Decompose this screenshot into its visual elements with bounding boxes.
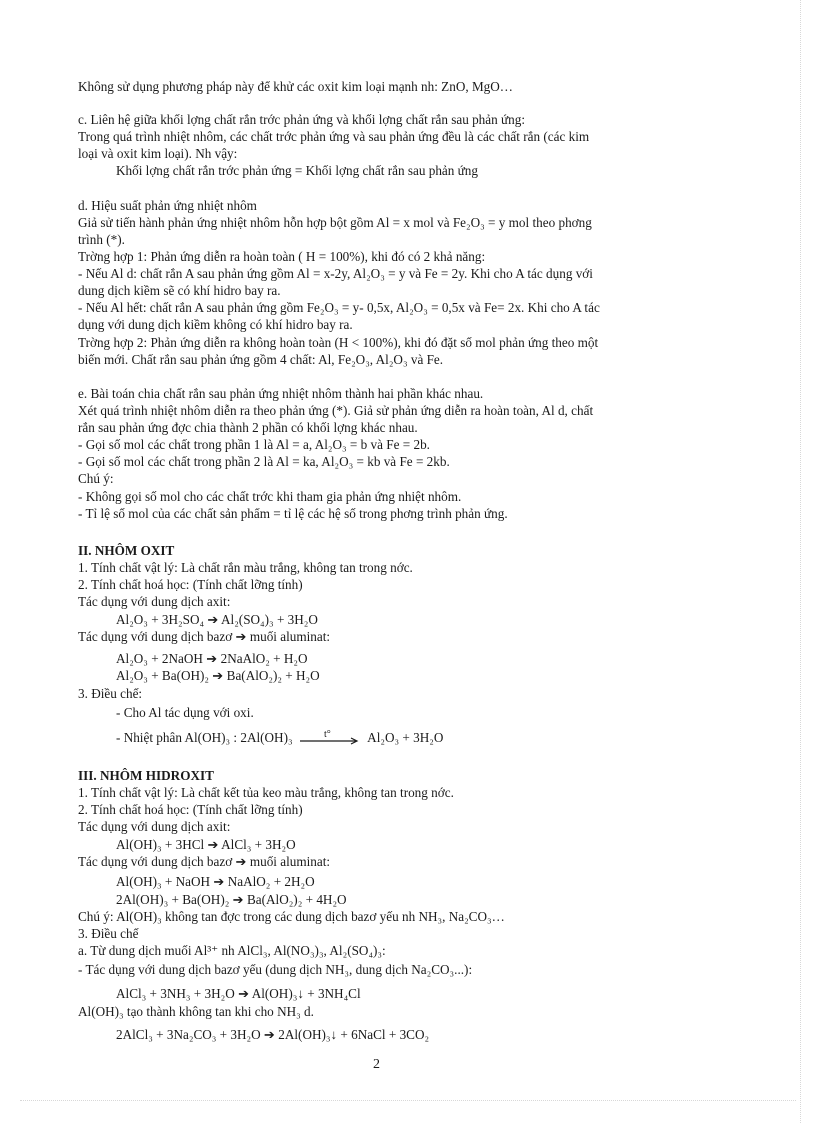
- equation-line: Al(OH)₃ + 3HCl ➔ AlCl₃ + 3H₂O: [116, 837, 296, 852]
- text-line: - Không gọi số mol cho các chất trớc khi tham gia phản ứng nhiệt nhôm.: [78, 489, 462, 504]
- page-border-right: [800, 0, 801, 1123]
- equation-line: 2Al(OH)₃ + Ba(OH)₂ ➔ Ba(AlO₂)₂ + 4H₂O: [116, 892, 347, 907]
- text-line: Tác dụng với dung dịch axit:: [78, 594, 231, 609]
- text-line: - Tác dụng với dung dịch bazơ yếu (dung dịch NH₃, dung dịch Na₂CO₃...):: [78, 962, 473, 977]
- formula-line: Khối lợng chất rắn trớc phản ứng = Khối lợng chất rắn sau phản ứng: [116, 163, 478, 178]
- text-line: a. Từ dung dịch muối Al³⁺ nh AlCl₃, Al(NO₃)₃, Al₂(SO₄)₃:: [78, 943, 386, 958]
- section-heading: d. Hiệu suất phản ứng nhiệt nhôm: [78, 198, 257, 213]
- page-border-bottom: [20, 1100, 796, 1101]
- section-heading: e. Bài toán chia chất rắn sau phản ứng nhiệt nhôm thành hai phần khác nhau.: [78, 386, 484, 401]
- text-line: dung dịch kiềm sẽ có khí hidro bay ra.: [78, 283, 281, 298]
- text-line: Giả sử tiến hành phản ứng nhiệt nhôm hỗn hợp bột gồm Al = x mol và Fe₂O₃ = y mol theo phơng: [78, 215, 592, 230]
- text-line: dụng với dung dịch kiềm không có khí hidro bay ra.: [78, 317, 353, 332]
- text-line: 3. Điều chế:: [78, 686, 143, 701]
- text-line: Không sử dụng phương pháp này để khử các oxit kim loại mạnh nh: ZnO, MgO…: [78, 79, 513, 94]
- text-line: Trờng hợp 1: Phản ứng diễn ra hoàn toàn ( H = 100%), khi đó có 2 khả năng:: [78, 249, 486, 264]
- text-line: - Nếu Al d: chất rắn A sau phản ứng gồm Al = x-2y, Al₂O₃ = y và Fe = 2y. Khi cho A tác dụng với: [78, 266, 593, 281]
- text-line: Trờng hợp 2: Phản ứng diễn ra không hoàn toàn (H < 100%), khi đó đặt số mol phản ứng theo một: [78, 335, 599, 350]
- reaction-left: - Nhiệt phân Al(OH)₃ : 2Al(OH)₃: [116, 730, 293, 746]
- reaction-right: Al₂O₃ + 3H₂O: [367, 730, 444, 746]
- text-line: Trong quá trình nhiệt nhôm, các chất trớc phản ứng và sau phản ứng đều là các chất rắn (các kim: [78, 129, 590, 144]
- equation-line: AlCl₃ + 3NH₃ + 3H₂O ➔ Al(OH)₃↓ + 3NH₄Cl: [116, 986, 361, 1001]
- text-line: Chú ý: Al(OH)₃ không tan đợc trong các dung dịch bazơ yếu nh NH₃, Na₂CO₃…: [78, 909, 505, 924]
- chapter-heading: II. NHÔM OXIT: [78, 543, 175, 558]
- text-line: 3. Điều chế: [78, 926, 139, 941]
- text-line: Al(OH)₃ tạo thành không tan khi cho NH₃ d.: [78, 1004, 314, 1019]
- heat-label: t°: [323, 729, 331, 740]
- equation-line: Al(OH)₃ + NaOH ➔ NaAlO₂ + 2H₂O: [116, 874, 315, 889]
- section-heading: c. Liên hệ giữa khối lợng chất rắn trớc phản ứng và khối lợng chất rắn sau phản ứng:: [78, 112, 526, 127]
- chapter-heading: III. NHÔM HIDROXIT: [78, 768, 214, 783]
- text-line: trình (*).: [78, 232, 125, 247]
- equation-line: Al₂O₃ + 3H₂SO₄ ➔ Al₂(SO₄)₃ + 3H₂O: [116, 612, 318, 627]
- text-line: - Tỉ lệ số mol của các chất sản phẩm = tỉ lệ các hệ số trong phơng trình phản ứng.: [78, 506, 508, 521]
- text-line: Tác dụng với dung dịch bazơ ➔ muối aluminat:: [78, 629, 331, 644]
- equation-line: 2AlCl₃ + 3Na₂CO₃ + 3H₂O ➔ 2Al(OH)₃↓ + 6NaCl + 3CO₂: [116, 1027, 430, 1042]
- text-line: Tác dụng với dung dịch axit:: [78, 819, 231, 834]
- text-line: 2. Tính chất hoá học: (Tính chất lỡng tính): [78, 577, 303, 592]
- text-line: Tác dụng với dung dịch bazơ ➔ muối aluminat:: [78, 854, 331, 869]
- text-line: - Nếu Al hết: chất rắn A sau phản ứng gồm Fe₂O₃ = y- 0,5x, Al₂O₃ = 0,5x và Fe= 2x. Khi cho A tác: [78, 300, 600, 315]
- page-number: 2: [373, 1057, 380, 1072]
- text-line: - Cho Al tác dụng với oxi.: [116, 705, 254, 720]
- text-line: 1. Tính chất vật lý: Là chất kết tủa keo màu trắng, không tan trong nớc.: [78, 785, 454, 800]
- equation-line: [116, 728, 443, 746]
- text-line: Chú ý:: [78, 471, 114, 486]
- equation-line: Al₂O₃ + 2NaOH ➔ 2NaAlO₂ + H₂O: [116, 651, 308, 666]
- text-line: 1. Tính chất vật lý: Là chất rắn màu trắng, không tan trong nớc.: [78, 560, 413, 575]
- text-line: 2. Tính chất hoá học: (Tính chất lỡng tính): [78, 802, 303, 817]
- text-line: biến mới. Chất rắn sau phản ứng gồm 4 chất: Al, Fe₂O₃, Al₂O₃ và Fe.: [78, 352, 444, 367]
- text-line: rắn sau phản ứng đợc chia thành 2 phần có khối lợng khác nhau.: [78, 420, 418, 435]
- heat-arrow-icon: [300, 730, 360, 746]
- text-line: - Gọi số mol các chất trong phần 1 là Al = a, Al₂O₃ = b và Fe = 2b.: [78, 437, 430, 452]
- text-line: Xét quá trình nhiệt nhôm diễn ra theo phản ứng (*). Giả sử phản ứng diễn ra hoàn toàn, Al d, chất: [78, 403, 594, 418]
- text-line: loại và oxit kim loại). Nh vậy:: [78, 146, 238, 161]
- equation-line: Al₂O₃ + Ba(OH)₂ ➔ Ba(AlO₂)₂ + H₂O: [116, 668, 320, 683]
- text-line: - Gọi số mol các chất trong phần 2 là Al = ka, Al₂O₃ = kb và Fe = 2kb.: [78, 454, 450, 469]
